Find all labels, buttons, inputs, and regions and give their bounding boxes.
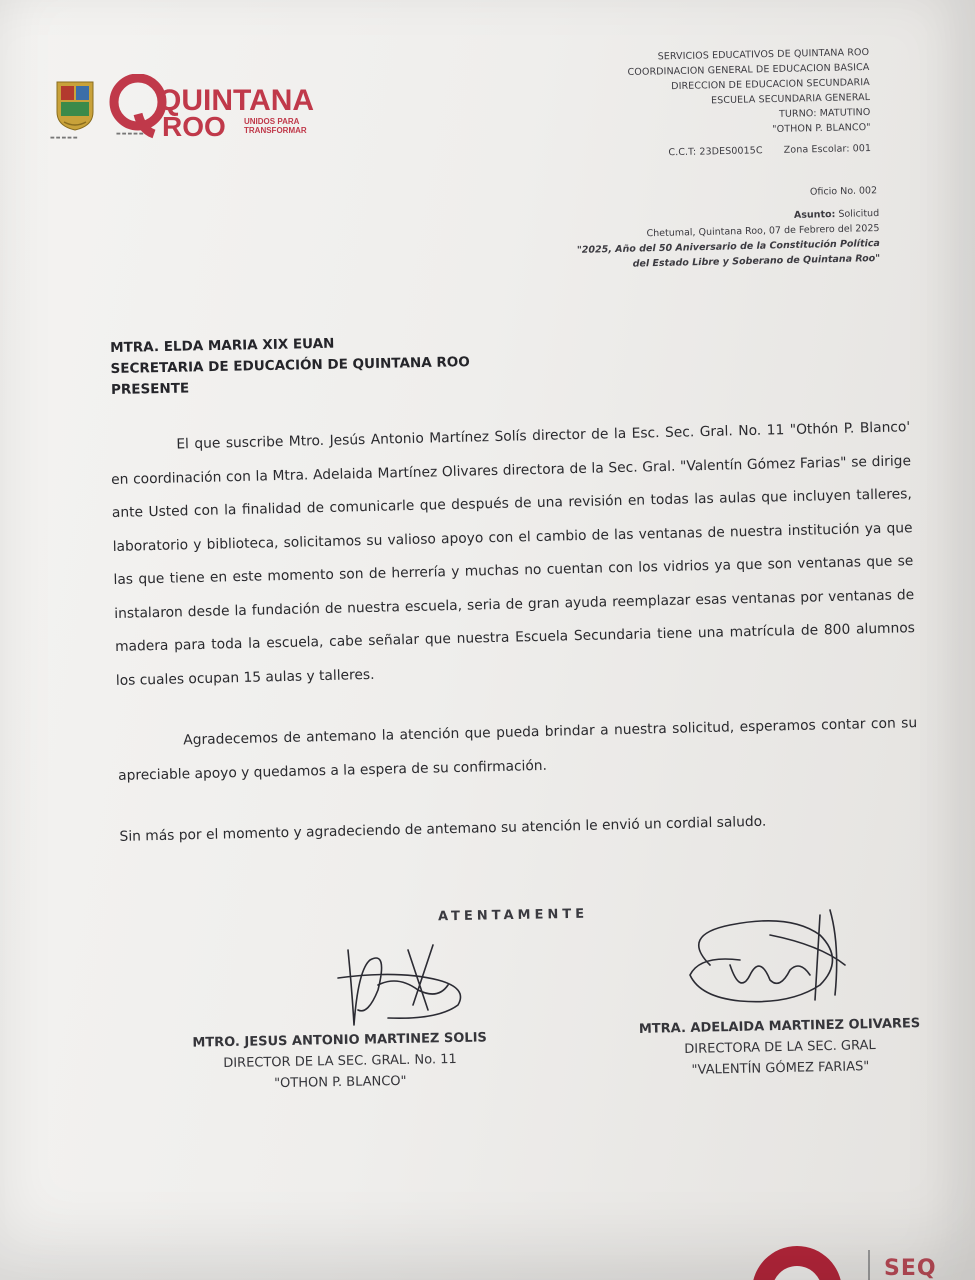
year-motto-line-2: del Estado Libre y Soberano de Quintana Roo"	[632, 252, 881, 270]
subject-block	[576, 206, 880, 273]
recipient-position: SECRETARIA DE EDUCACIÓN DE QUINTANA ROO	[110, 354, 470, 377]
signer-right-name: MTRA. ADELAIDA MARTINEZ OLIVARES	[638, 1016, 921, 1037]
closing-atentamente: ATENTAMENTE	[437, 906, 589, 925]
zona-escolar: Zona Escolar: 001	[783, 142, 872, 156]
signer-right-block	[619, 1013, 940, 1083]
cct-line	[551, 141, 871, 163]
signer-left-block	[179, 1027, 500, 1096]
signer-left-name: MTRO. JESUS ANTONIO MARTINEZ SOLIS	[192, 1030, 487, 1051]
header-line: COORDINACION GENERAL DE EDUCACION BASICA	[627, 61, 870, 79]
brand-line1: QUINTANA	[158, 84, 315, 117]
signer-left-school: "OTHON P. BLANCO"	[274, 1073, 407, 1092]
body-paragraph-1: El que suscribe Mtro. Jesús Antonio Martínez Solís director de la Esc. Sec. Gral. No. 11 "Othón P. Blanco' en coordinación con la Mtra. Adelaida Martínez Olivares directora de la Sec. Gral. "Valentín Gómez Farias" se dirige ante Usted con la finalidad de comunicarle que después de una revisión en todas las aulas que incluyen talleres, laboratorio y biblioteca, solicitamos su valioso apoyo con el cambio de las ventanas de nuestra institución ya que las que tiene en este momento son de herrería y muchas no cuentan con los vidrios ya que son ventanas que se instalaron desde la fundación de nuestra escuela, seria de gran ayuda reemplazar esas ventanas por ventanas de madera para toda la escuela, cabe señalar que nuestra Escuela Secundaria tiene una matrícula de 800 alumnos los cuales ocupan 15 aulas y talleres.	[110, 419, 916, 689]
quintana-roo-crest-icon	[54, 78, 96, 132]
recipient-salutation: PRESENTE	[110, 380, 190, 398]
header-line: TURNO: MATUTINO	[778, 106, 871, 120]
signature-right-icon	[670, 905, 860, 1015]
header-line: "OTHON P. BLANCO"	[772, 121, 871, 136]
brand-line2: ROO	[162, 111, 226, 142]
brand-tagline-2: TRANSFORMAR	[244, 126, 307, 135]
brand-tagline-1: UNIDOS PARA	[244, 117, 300, 126]
subject-label: Asunto:	[793, 208, 836, 221]
place-date: Chetumal, Quintana Roo, 07 de Febrero del 2025	[646, 222, 880, 240]
signer-right-title: DIRECTORA DE LA SEC. GRAL	[684, 1037, 876, 1058]
body-paragraph-2: Agradecemos de antemano la atención que pueda brindar a nuestra solicitud, esperamos contar con su apreciable apoyo y quedamos a la espera de su confirmación.	[117, 715, 918, 784]
header-line: SERVICIOS EDUCATIVOS DE QUINTANA ROO	[657, 46, 870, 63]
letter-body	[110, 411, 920, 854]
signature-left-icon	[318, 930, 478, 1040]
subject-value: Solicitud	[838, 207, 880, 220]
crest-caption: ▬▬▬▬▬	[50, 135, 79, 141]
recipient-name: MTRA. ELDA MARIA XIX EUAN	[110, 335, 335, 356]
header-line: DIRECCION DE EDUCACION SECUNDARIA	[671, 76, 870, 93]
oficio-number: Oficio No. 002	[809, 185, 878, 198]
logo-caption: ▬▬▬▬▬	[116, 131, 145, 137]
seq-divider	[868, 1250, 870, 1280]
header-line: ESCUELA SECUNDARIA GENERAL	[710, 91, 871, 107]
institution-header	[549, 45, 871, 163]
seq-label: SEQ	[884, 1256, 937, 1280]
body-paragraph-3: Sin más por el momento y agradeciendo de antemano su atención le envió un cordial saludo.	[119, 813, 767, 845]
signer-right-school: "VALENTÍN GÓMEZ FARIAS"	[691, 1059, 870, 1078]
year-motto-line-1: "2025, Año del 50 Aniversario de la Constitución Política	[576, 237, 880, 256]
signer-left-title: DIRECTOR DE LA SEC. GRAL. No. 11	[223, 1051, 457, 1072]
recipient-block	[110, 331, 470, 401]
cct-code: C.C.T: 23DES0015C	[668, 145, 763, 159]
